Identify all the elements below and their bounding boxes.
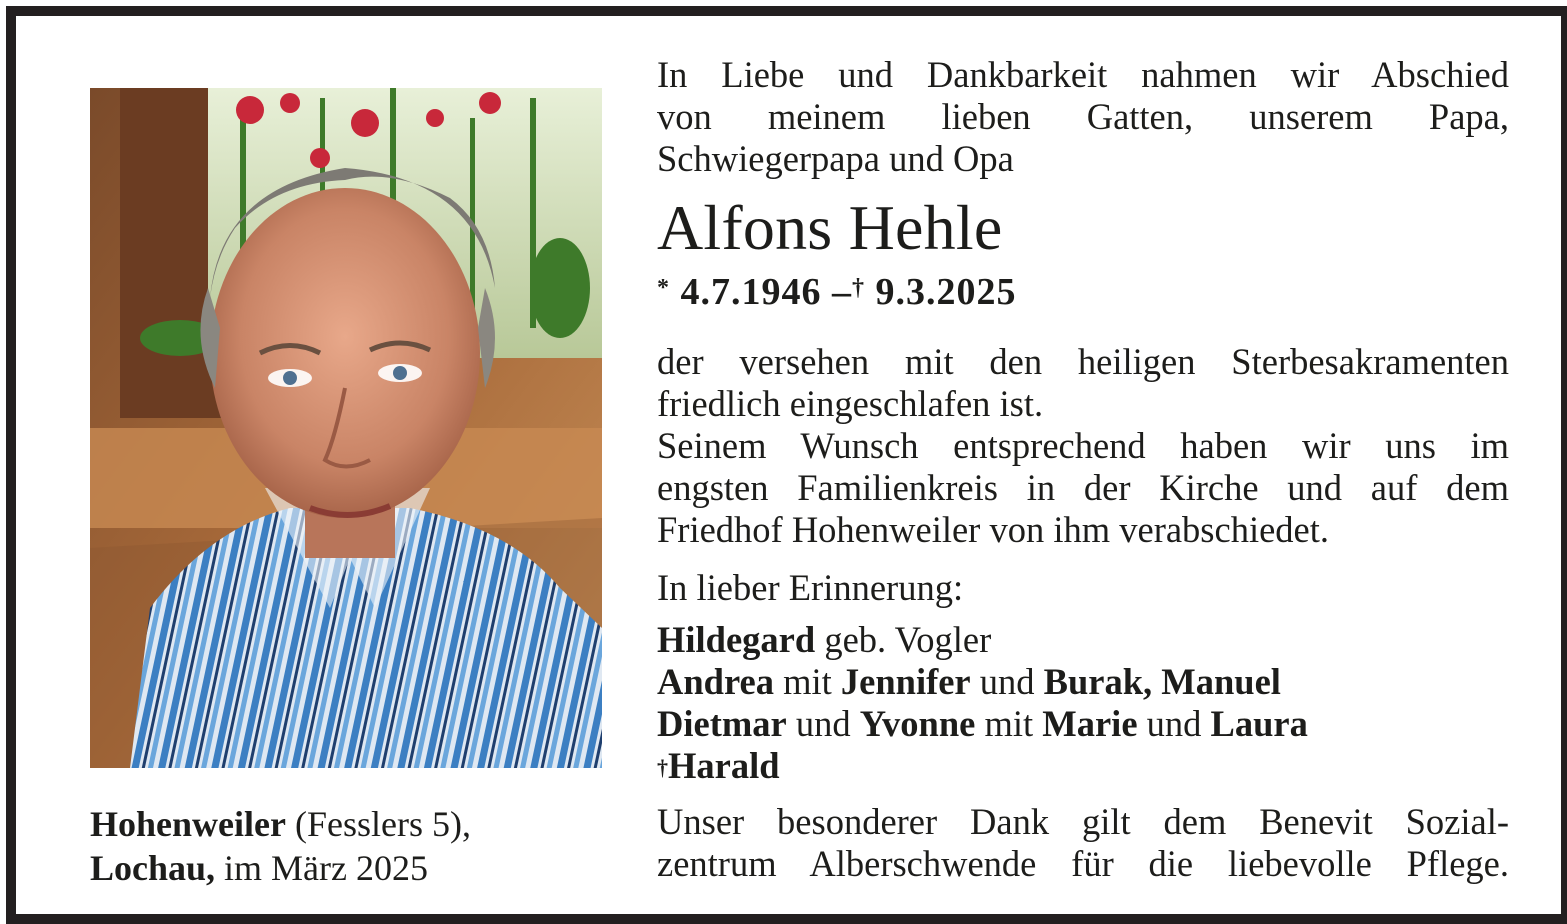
body-line-5: Friedhof Hohenweiler von ihm verabschiedet. [657,509,1330,550]
death-date: 9.3.2025 [875,271,1017,313]
name-yvonne: Yvonne [859,703,976,744]
town-lochau: Lochau, [90,848,216,888]
family-line-4 [657,745,1509,787]
obituary-frame [6,6,1567,924]
family-line-2 [657,661,1509,703]
place-and-date [90,802,471,890]
thanks-line-1: Unser besonderer Dank gilt dem Benevit Sozial- [657,801,1509,842]
address: (Fesslers 5), [294,804,471,844]
life-dates [657,270,1509,314]
name-marie: Marie [1042,703,1138,744]
family-line-1 [657,619,1509,661]
word-mit: mit [783,661,832,702]
intro-paragraph [657,54,1509,180]
body-line-4: engsten Familienkreis in der Kirche und auf dem [657,467,1509,508]
body-paragraph [657,341,1509,551]
word-und: und [1146,703,1202,744]
birth-date: 4.7.1946 [680,271,822,313]
place-line-2 [90,846,471,890]
name-jennifer: Jennifer [840,661,971,702]
deceased-name: Alfons Hehle [657,192,1003,263]
portrait-photo [90,88,602,768]
death-symbol: † [852,275,865,301]
body-line-3: Seinem Wunsch entsprechend haben wir uns im [657,425,1509,466]
thanks-paragraph [657,801,1509,885]
body-line-1: der versehen mit den heiligen Sterbesakramenten [657,341,1509,382]
hildegard-note: geb. Vogler [824,619,992,660]
body-line-2: friedlich eingeschlafen ist. [657,383,1044,424]
name-andrea: Andrea [657,661,774,702]
remembrance-heading: In lieber Erinnerung: [657,567,964,608]
name-dietmar: Dietmar [657,703,787,744]
name-hildegard: Hildegard [657,619,816,660]
intro-line-2: von meinem lieben Gatten, unserem Papa, [657,96,1509,137]
word-mit: mit [984,703,1034,744]
birth-symbol: * [657,275,670,301]
thanks-line-2: zentrum Alberschwende für die liebevolle Pflege. [657,843,1509,884]
date-separator: – [832,271,852,313]
place-date: im März 2025 [224,848,429,888]
family-line-3 [657,703,1509,745]
name-manuel: Manuel [1161,661,1281,702]
name-harald: Harald [668,745,780,786]
place-line-1 [90,802,471,846]
intro-line-1: In Liebe und Dankbarkeit nahmen wir Abschied [657,54,1509,95]
family-list [657,619,1509,787]
name-laura: Laura [1210,703,1308,744]
intro-line-3: Schwiegerpapa und Opa [657,138,1014,179]
word-und: und [979,661,1035,702]
harald-death-symbol: † [657,755,668,780]
name-burak: Burak, [1043,661,1153,702]
word-und: und [795,703,851,744]
town-hohenweiler: Hohenweiler [90,804,286,844]
obituary-text [657,54,1509,885]
